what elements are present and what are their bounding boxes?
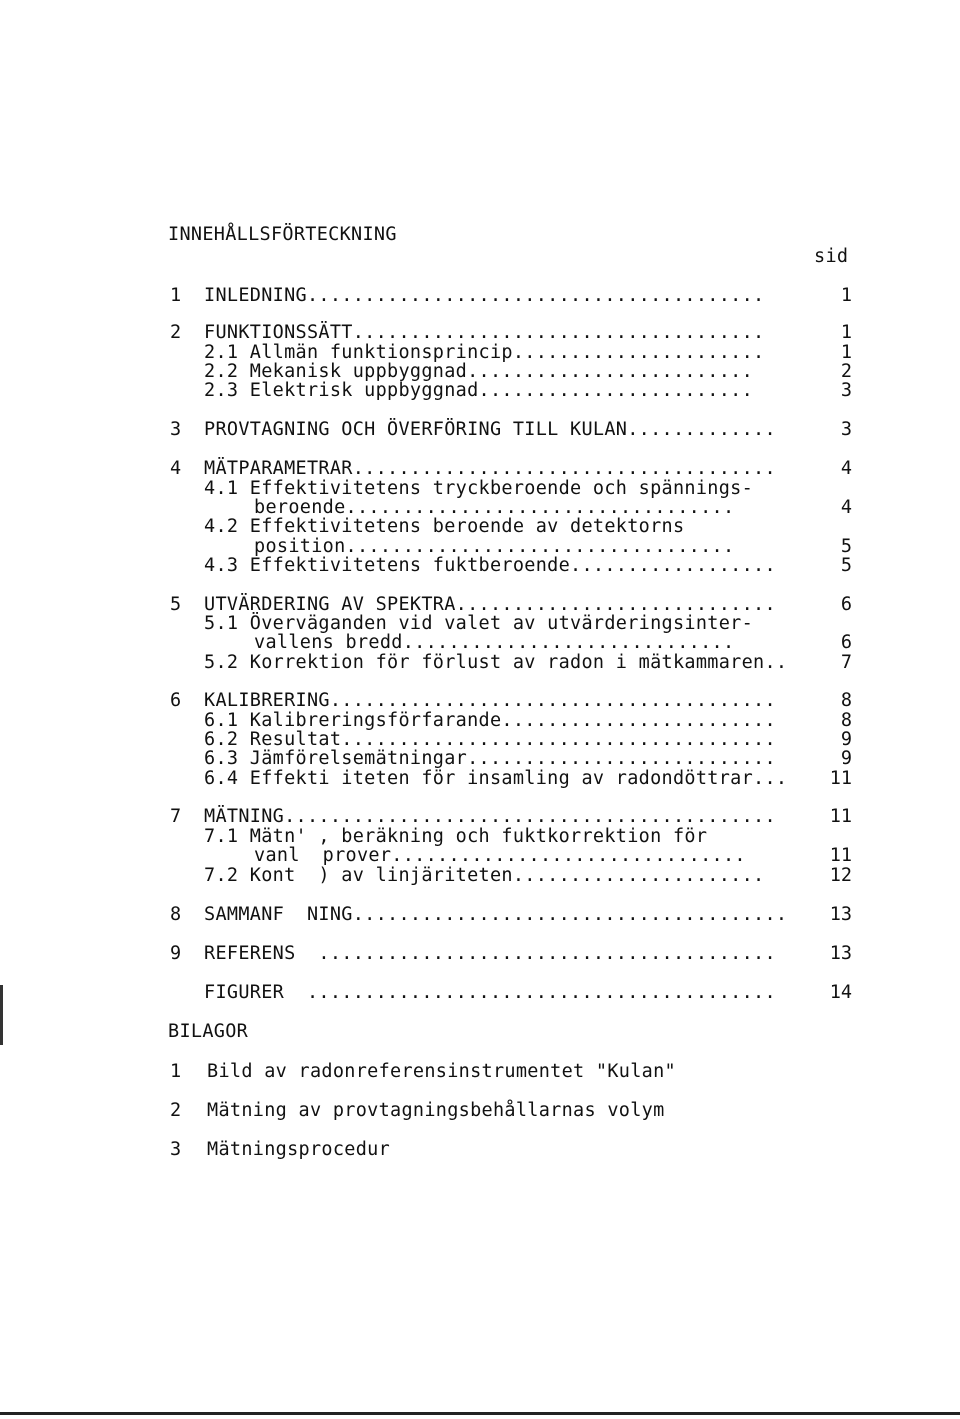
toc-text: 5.1 Överväganden vid valet av utvärderingsinter- xyxy=(204,613,754,634)
toc-page: 14 xyxy=(829,982,852,1003)
toc-num: 3 xyxy=(170,419,182,440)
scan-bottom-rule xyxy=(0,1412,960,1415)
toc-text-cont: vanl prover............................... xyxy=(254,845,746,866)
toc-text-cont: beroende.................................. xyxy=(254,497,735,518)
toc-text: 6.4 Effekti iteten för insamling av radondöttrar... xyxy=(204,768,788,789)
toc-num: 5 xyxy=(170,594,182,615)
toc-page: 4 xyxy=(840,497,852,518)
toc-text: REFERENS ........................................ xyxy=(204,943,776,964)
toc-text: 6.1 Kalibreringsförfarande........................ xyxy=(204,710,776,731)
toc-page: 9 xyxy=(840,729,852,750)
toc-text: INLEDNING........................................ xyxy=(204,285,765,306)
toc-page: 1 xyxy=(840,285,852,306)
toc-page: 12 xyxy=(829,865,852,886)
toc-text: 4.2 Effektivitetens beroende av detektorns xyxy=(204,516,685,537)
toc-page: 6 xyxy=(840,594,852,615)
scan-edge-mark xyxy=(0,985,3,1045)
toc-text: 7.2 Kont ) av linjäriteten...................... xyxy=(204,865,765,886)
toc-text: MÄTNING........................................... xyxy=(204,806,776,827)
toc-text: 6.3 Jämförelsemätningar........................... xyxy=(204,748,776,769)
toc-text: 7.1 Mätn' , beräkning och fuktkorrektion för xyxy=(204,826,708,847)
toc-page: 11 xyxy=(829,806,852,827)
toc-page: 4 xyxy=(840,458,852,479)
toc-page: 3 xyxy=(840,380,852,401)
toc-text-cont: position.................................. xyxy=(254,536,735,557)
toc-page: 9 xyxy=(840,748,852,769)
toc-page: 13 xyxy=(829,943,852,964)
bilaga-num: 2 xyxy=(170,1100,182,1121)
bilaga-text: Mätning av provtagningsbehållarnas volym xyxy=(207,1100,665,1121)
toc-num: 9 xyxy=(170,943,182,964)
toc-page: 11 xyxy=(829,845,852,866)
toc-text: UTVÄRDERING AV SPEKTRA............................ xyxy=(204,594,776,615)
bilaga-text: Mätningsprocedur xyxy=(207,1139,391,1160)
toc-page: 8 xyxy=(840,710,852,731)
toc-text: 2.1 Allmän funktionsprincip...................... xyxy=(204,342,765,363)
toc-page: 13 xyxy=(829,904,852,925)
page-column-header: sid xyxy=(814,246,849,267)
bilaga-text: Bild av radonreferensinstrumentet "Kulan" xyxy=(207,1061,676,1082)
toc-page: 2 xyxy=(840,361,852,382)
toc-text: SAMMANF NING...................................... xyxy=(204,904,788,925)
toc-page: 5 xyxy=(840,555,852,576)
toc-text: 4.1 Effektivitetens tryckberoende och spännings- xyxy=(204,478,754,499)
bilagor-heading: BILAGOR xyxy=(168,1021,249,1042)
toc-text-cont: vallens bredd............................. xyxy=(254,632,735,653)
toc-text: 6.2 Resultat...................................... xyxy=(204,729,776,750)
toc-page: 5 xyxy=(840,536,852,557)
toc-num: 4 xyxy=(170,458,182,479)
toc-text: 2.2 Mekanisk uppbyggnad......................... xyxy=(204,361,754,382)
toc-text: KALIBRERING....................................... xyxy=(204,690,776,711)
toc-text: 2.3 Elektrisk uppbyggnad........................ xyxy=(204,380,754,401)
toc-page: 1 xyxy=(840,342,852,363)
toc-num: 2 xyxy=(170,322,182,343)
toc-text: 5.2 Korrektion för förlust av radon i mätkammaren.. xyxy=(204,652,788,673)
toc-text: FIGURER ......................................... xyxy=(204,982,776,1003)
toc-num: 1 xyxy=(170,285,182,306)
toc-page: 6 xyxy=(840,632,852,653)
page-title: INNEHÅLLSFÖRTECKNING xyxy=(168,224,397,245)
bilaga-num: 1 xyxy=(170,1061,182,1082)
toc-num: 7 xyxy=(170,806,182,827)
bilaga-num: 3 xyxy=(170,1139,182,1160)
toc-page: 8 xyxy=(840,690,852,711)
toc-page: 3 xyxy=(840,419,852,440)
toc-text: MÄTPARAMETRAR..................................... xyxy=(204,458,776,479)
toc-text: FUNKTIONSSÄTT.................................... xyxy=(204,322,765,343)
toc-page: 1 xyxy=(840,322,852,343)
toc-text: PROVTAGNING OCH ÖVERFÖRING TILL KULAN............. xyxy=(204,419,776,440)
toc-text: 4.3 Effektivitetens fuktberoende.................. xyxy=(204,555,776,576)
toc-page: 11 xyxy=(829,768,852,789)
toc-page: 7 xyxy=(840,652,852,673)
toc-num: 8 xyxy=(170,904,182,925)
toc-num: 6 xyxy=(170,690,182,711)
